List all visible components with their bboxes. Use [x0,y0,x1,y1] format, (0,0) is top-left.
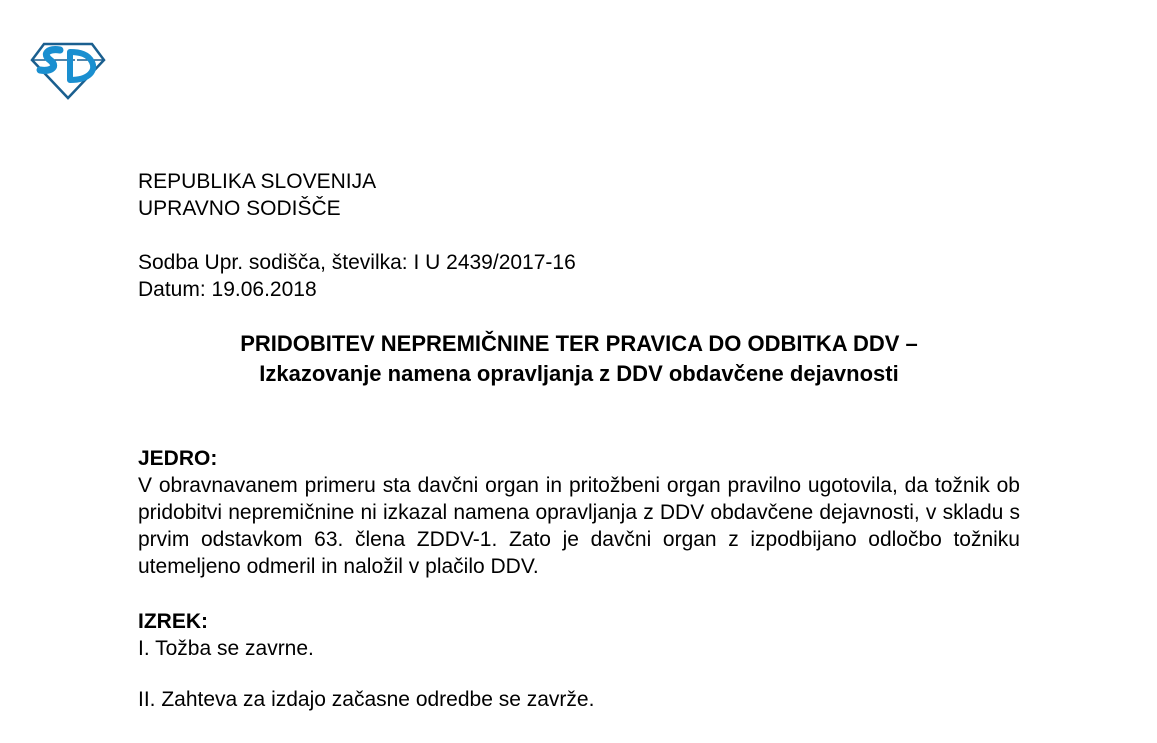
document-body [138,168,1020,713]
jedro-paragraph: V obravnavanem primeru sta davčni organ in pritožbeni organ pravilno ugotovila, da tožnik ob pridobitvi nepremičnine ni izkazal namena opravljanja z DDV obdavčene dejavnosti, v skladu s prvim odstavkom 63. člena ZDDV-1. Zato je davčni organ z izpodbijano odločbo tožniku utemeljeno odmeril in naložil v plačilo DDV. [138,474,1020,578]
court-diamond-logo [30,40,106,100]
izrek-item-1: I. Tožba se zavrne. [138,637,314,660]
case-number-line: Sodba Upr. sodišča, številka: I U 2439/2017-16 [138,251,576,274]
izrek-item-2: II. Zahteva za izdajo začasne odredbe se zavrže. [138,688,595,711]
date-line: Datum: 19.06.2018 [138,278,317,301]
title-line-2: Izkazovanje namena opravljanja z DDV obdavčene dejavnosti [259,361,899,386]
title-line-1: PRIDOBITEV NEPREMIČNINE TER PRAVICA DO ODBITKA DDV – [240,331,918,356]
jedro-heading: JEDRO: [138,447,218,470]
header-court: UPRAVNO SODIŠČE [138,197,341,220]
header-republic: REPUBLIKA SLOVENIJA [138,170,377,193]
document-title [138,329,1020,389]
izrek-heading: IZREK: [138,610,208,633]
